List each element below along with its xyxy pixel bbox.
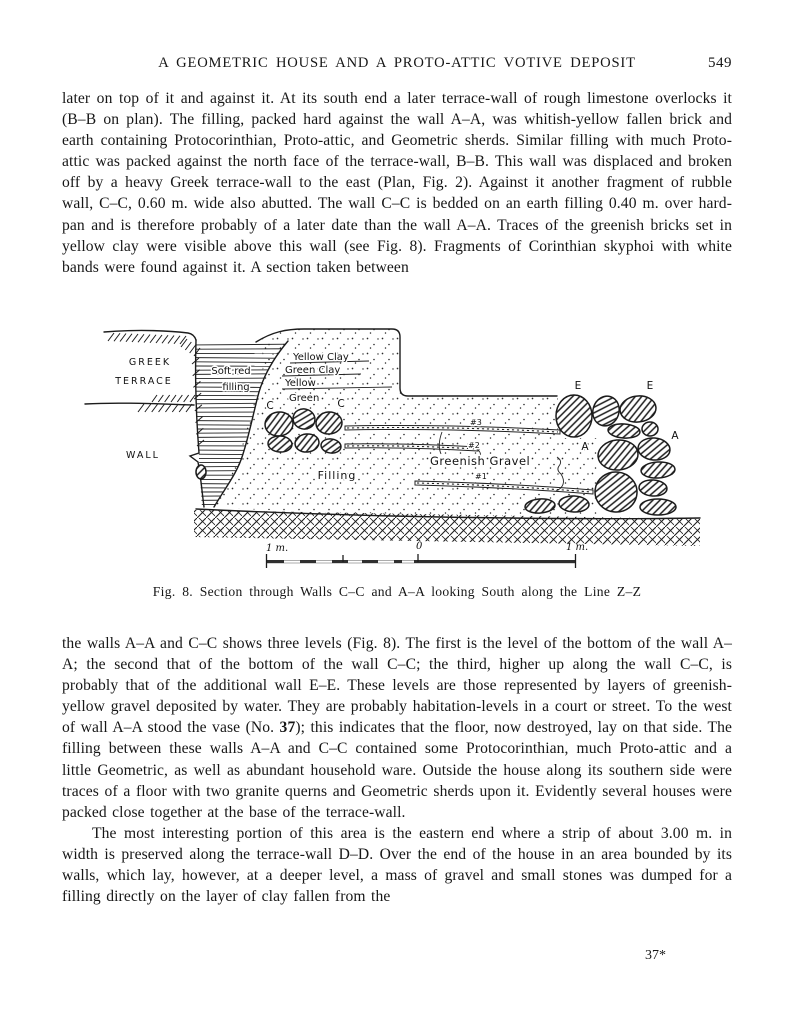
signature-mark: 37* xyxy=(645,948,666,963)
body-paragraph: the walls A–A and C–C shows three levels (Fig. 8). The first is the level of the bottom of the wall A–A; the second that of the bottom of the wall C–C; the third, higher up along the wall C–C, is probably that of the additional wall E–E. These levels are those represented by layers of greenish-yellow gravel deposited by water. They are probably habitation-levels in a court or street. To the west of wall A–A stood the vase (No. 37); this indicates that the floor, now destroyed, lay on that side. The filling between these walls A–A and C–C contained some Protocorinthian, much Proto-attic and a little Geometric, as well as abundant household ware. Outside the house along its southern side were traces of a floor with two granite querns and Geometric sherds upon it. Evidently several houses were packed close together at the base of the terrace-wall. xyxy=(62,635,733,821)
label-level-1: #1 xyxy=(475,472,487,481)
body-paragraph: The most interesting portion of this area is the eastern end where a strip of about 3.00 m. in width is preserved along the terrace-wall D–D. Over the end of the house in an area bounded by its walls, which lay, however, at a deeper level, a mass of gravel and small stones was dumped for a filling directly on the layer of clay fallen from the xyxy=(62,824,732,906)
paragraph-block-top xyxy=(62,88,732,278)
body-paragraph: later on top of it and against it. At its south end a later terrace-wall of rough limestone overlocks it (B–B on plan). The filling, packed hard against the wall A–A, was whitish-yellow fallen brick and earth containing Protocorinthian, Proto-attic, and Geometric sherds. Similar filling with much Proto-attic was packed against the north face of the terrace-wall, B–B. This wall was displaced and broken off by a heavy Greek terrace-wall to the east (Plan, Fig. 2). Against it another fragment of rubble wall, C–C, 0.60 m. wide also abutted. The wall C–C is bedded on an earth filling 0.40 m. over hard-pan and is therefore probably of a later date than the wall A–A. Traces of the greenish bricks set in yellow clay were visible above this wall (see Fig. 8). Fragments of Corinthian skyphoi with white bands were found against it. A section taken between xyxy=(62,90,732,276)
scale-label-zero: 0 xyxy=(416,541,423,552)
label-yellow-clay: Yellow Clay xyxy=(293,352,349,363)
label-yellow: Yellow xyxy=(285,378,316,389)
figure-caption: Fig. 8. Section through Walls C–C and A–A looking South along the Line Z–Z xyxy=(152,584,642,599)
label-wall: WALL xyxy=(126,450,160,461)
bedrock-hatch-band xyxy=(194,510,700,546)
label-wall-e-right: E xyxy=(646,380,654,392)
fig8-section-drawing xyxy=(80,320,720,582)
figure-8 xyxy=(80,320,720,582)
label-wall-e-left: E xyxy=(574,380,582,392)
label-wall-c-right: C xyxy=(337,398,345,410)
label-filling: Filling xyxy=(317,469,357,482)
label-greek: GREEK xyxy=(128,357,172,368)
label-level-2: #2 xyxy=(468,441,480,450)
label-wall-a-right: A xyxy=(671,430,679,442)
scale-label-right: 1 m. xyxy=(566,542,589,553)
label-wall-a-left: A xyxy=(581,441,589,453)
label-soft-red-filling: filling xyxy=(222,382,250,393)
running-head-title: A GEOMETRIC HOUSE AND A PROTO-ATTIC VOTIVE DEPOSIT xyxy=(158,55,636,71)
paragraph-block-bottom xyxy=(62,633,732,907)
label-level-3: #3 xyxy=(470,418,482,427)
label-terrace: TERRACE xyxy=(115,376,173,387)
label-wall-c-left: C xyxy=(266,400,274,412)
surface-hatch-ticks xyxy=(108,333,204,446)
label-green: Green xyxy=(289,393,320,404)
page-number: 549 xyxy=(708,55,732,71)
label-soft-red: Soft red xyxy=(211,366,251,377)
label-greenish-gravel: Greenish Gravel xyxy=(430,454,531,468)
scale-bar xyxy=(266,541,588,568)
label-green-clay: Green Clay xyxy=(285,365,341,376)
scale-label-left: 1 m. xyxy=(266,543,289,554)
